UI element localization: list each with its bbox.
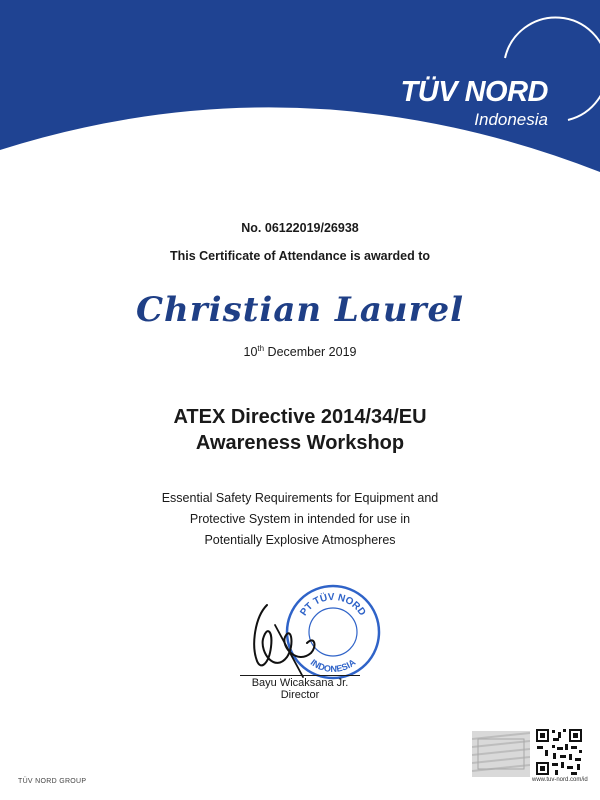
certificate-number: No. 06122019/26938 bbox=[241, 221, 359, 235]
signatory-name: Bayu Wicaksana Jr. bbox=[240, 675, 360, 689]
date-rest: December 2019 bbox=[264, 345, 357, 360]
course-title-line-2: Awareness Workshop bbox=[195, 432, 405, 454]
brand-name: TÜV NORD bbox=[400, 76, 548, 108]
stamp-bottom-text: INDONESIA bbox=[308, 657, 358, 675]
course-title bbox=[0, 404, 600, 456]
course-description bbox=[0, 488, 600, 551]
hologram-seal bbox=[472, 731, 530, 777]
date-day: 10 bbox=[243, 345, 258, 360]
award-line: This Certificate of Attendance is awarded to bbox=[169, 249, 430, 263]
qr-code bbox=[535, 728, 583, 776]
course-title-line-1: ATEX Directive 2014/34/EU bbox=[173, 406, 427, 428]
stamp-top-text: PT TÜV NORD bbox=[298, 591, 368, 619]
description-line-1: Essential Safety Requirements for Equipment and bbox=[161, 491, 439, 505]
director-signature bbox=[245, 595, 325, 680]
recipient-name: Christian Laurel bbox=[135, 290, 465, 330]
signatory-title: Director bbox=[280, 689, 320, 701]
brand-subtitle: Indonesia bbox=[474, 110, 548, 129]
description-line-2: Protective System in intended for use in bbox=[189, 512, 411, 526]
date-suffix: th bbox=[257, 344, 265, 353]
certificate-date bbox=[0, 344, 600, 359]
brand-logo bbox=[401, 78, 548, 128]
group-label: TÜV NORD GROUP bbox=[18, 778, 87, 785]
description-line-3: Potentially Explosive Atmospheres bbox=[204, 533, 396, 547]
website-url: www.tuv-nord.com/id bbox=[532, 777, 588, 783]
